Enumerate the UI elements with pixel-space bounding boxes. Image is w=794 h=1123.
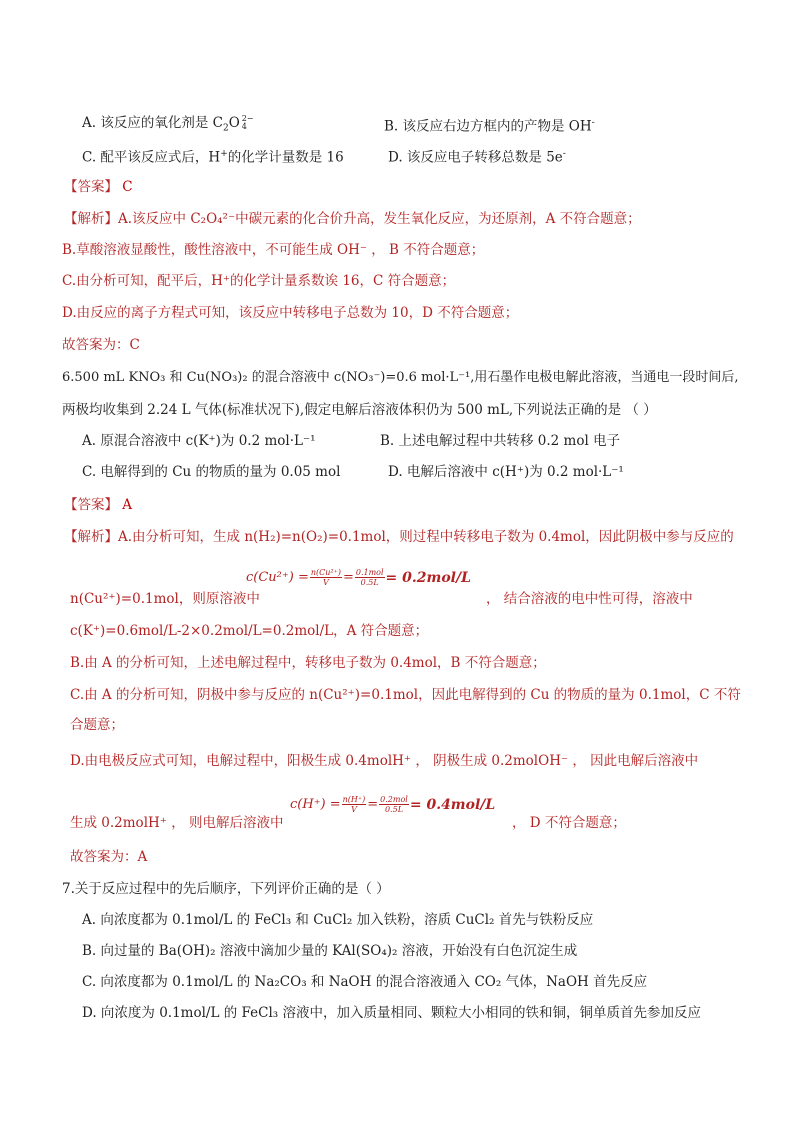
q6-option-a: A. 原混合溶液中 c(K⁺)为 0.2 mol·L⁻¹	[82, 433, 316, 449]
q6-option-b: B. 上述电解过程中共转移 0.2 mol 电子	[380, 433, 621, 449]
q5-option-a: A. 该反应的氧化剂是 $C_2O$ 2− 4	[82, 114, 254, 134]
q6-analysis-4: B.由 A 的分析可知，上述电解过程中，转移电子数为 0.4mol，B 不符合题意；	[70, 655, 546, 671]
q5-analysis-3: C.由分析可知，配平后，H⁺的化学计量系数诶 16，C 符合题意；	[62, 273, 456, 289]
q5-answer: 【答案】 C	[64, 179, 133, 195]
q7-option-a: A. 向浓度都为 0.1mol/L 的 FeCl₃ 和 CuCl₂ 加入铁粉，溶质 CuCl₂ 首先与铁粉反应	[82, 912, 594, 928]
q7-option-c: C. 向浓度都为 0.1mol/L 的 Na₂CO₃ 和 NaOH 的混合溶液通入 CO₂ 气体，NaOH 首先反应	[82, 974, 648, 990]
q5-analysis-1: 【解析】A.该反应中 C₂O₄²⁻中碳元素的化合价升高，发生氧化反应，为还原剂，A 不符合题意；	[64, 211, 641, 227]
q6-analysis-6: 合题意；	[70, 717, 124, 733]
q6-analysis-2a: n(Cu²⁺)=0.1mol，则原溶液中	[70, 591, 260, 607]
q7-option-b: B. 向过量的 Ba(OH)₂ 溶液中滴加少量的 KAl(SO₄)₂ 溶液，开始没有白色沉淀生成	[82, 943, 578, 959]
q5-option-d: D. 该反应电子转移总数是 5e-	[388, 149, 566, 166]
q6-stem-2: 两极均收集到 2.24 L 气体(标准状况下),假定电解后溶液体积仍为 500 mL,下列说法正确的是 （ ）	[62, 402, 657, 418]
q6-stem-1: 6.500 mL KNO₃ 和 Cu(NO₃)₂ 的混合溶液中 c(NO₃⁻)=0.6 mol·L⁻¹,用石墨作电极电解此溶液，当通电一段时间后,	[62, 370, 739, 385]
q6-option-c: C. 电解得到的 Cu 的物质的量为 0.05 mol	[82, 464, 341, 480]
q6-analysis-1: 【解析】A.由分析可知，生成 n(H₂)=n(O₂)=0.1mol，则过程中转移电子数为 0.4mol，因此阴极中参与反应的	[64, 529, 734, 545]
q6-analysis-5: C.由 A 的分析可知，阴极中参与反应的 n(Cu²⁺)=0.1mol，因此电解得到的 Cu 的物质的量为 0.1mol，C 不符	[70, 687, 741, 703]
q6-option-d: D. 电解后溶液中 c(H⁺)为 0.2 mol·L⁻¹	[388, 464, 624, 480]
q5-option-c: C. 配平该反应式后，H+的化学计量数是 16	[82, 149, 344, 166]
q5-option-b: B. 该反应右边方框内的产物是 OH-	[384, 118, 595, 135]
q6-answer: 【答案】 A	[64, 497, 133, 513]
q6-conclusion: 故答案为：A	[70, 849, 148, 865]
q7-option-d: D. 向浓度为 0.1mol/L 的 FeCl₃ 溶液中，加入质量相同、颗粒大小相同的铁和铜，铜单质首先参加反应	[82, 1005, 701, 1021]
q6-analysis-8b: ， D 不符合题意；	[512, 815, 626, 831]
q5-analysis-2: B.草酸溶液显酸性，酸性溶液中，不可能生成 OH⁻ ， B 不符合题意；	[62, 242, 485, 258]
q6-analysis-8a: 生成 0.2molH⁺ ， 则电解后溶液中	[70, 815, 284, 831]
q5-conclusion: 故答案为：C	[62, 337, 140, 353]
formula-cu-concentration: c(Cu²⁺) = $\frac{\text{n(Cu²⁺)}}{V}$ = $\frac{\text{0.1mol}}{0.5L}$ = 0.2mol/L	[246, 568, 471, 587]
q5-analysis-4: D.由反应的离子方程式可知，该反应中转移电子总数为 10，D 不符合题意；	[62, 305, 519, 321]
formula-h-concentration: c(H⁺) = $\frac{n(H^+)}{V}$ = $\frac{\text{0.2mol}}{0.5L}$ = 0.4mol/L	[290, 795, 496, 814]
q6-analysis-7: D.由电极反应式可知，电解过程中，阳极生成 0.4molH⁺ ， 阴极生成 0.2molOH⁻ ， 因此电解后溶液中	[70, 753, 699, 769]
q6-analysis-3: c(K⁺)=0.6mol/L-2×0.2mol/L=0.2mol/L，A 符合题意；	[70, 623, 429, 639]
q6-analysis-2b: ， 结合溶液的电中性可得，溶液中	[486, 591, 693, 607]
q7-stem: 7.关于反应过程中的先后顺序，下列评价正确的是（ ）	[62, 881, 390, 897]
